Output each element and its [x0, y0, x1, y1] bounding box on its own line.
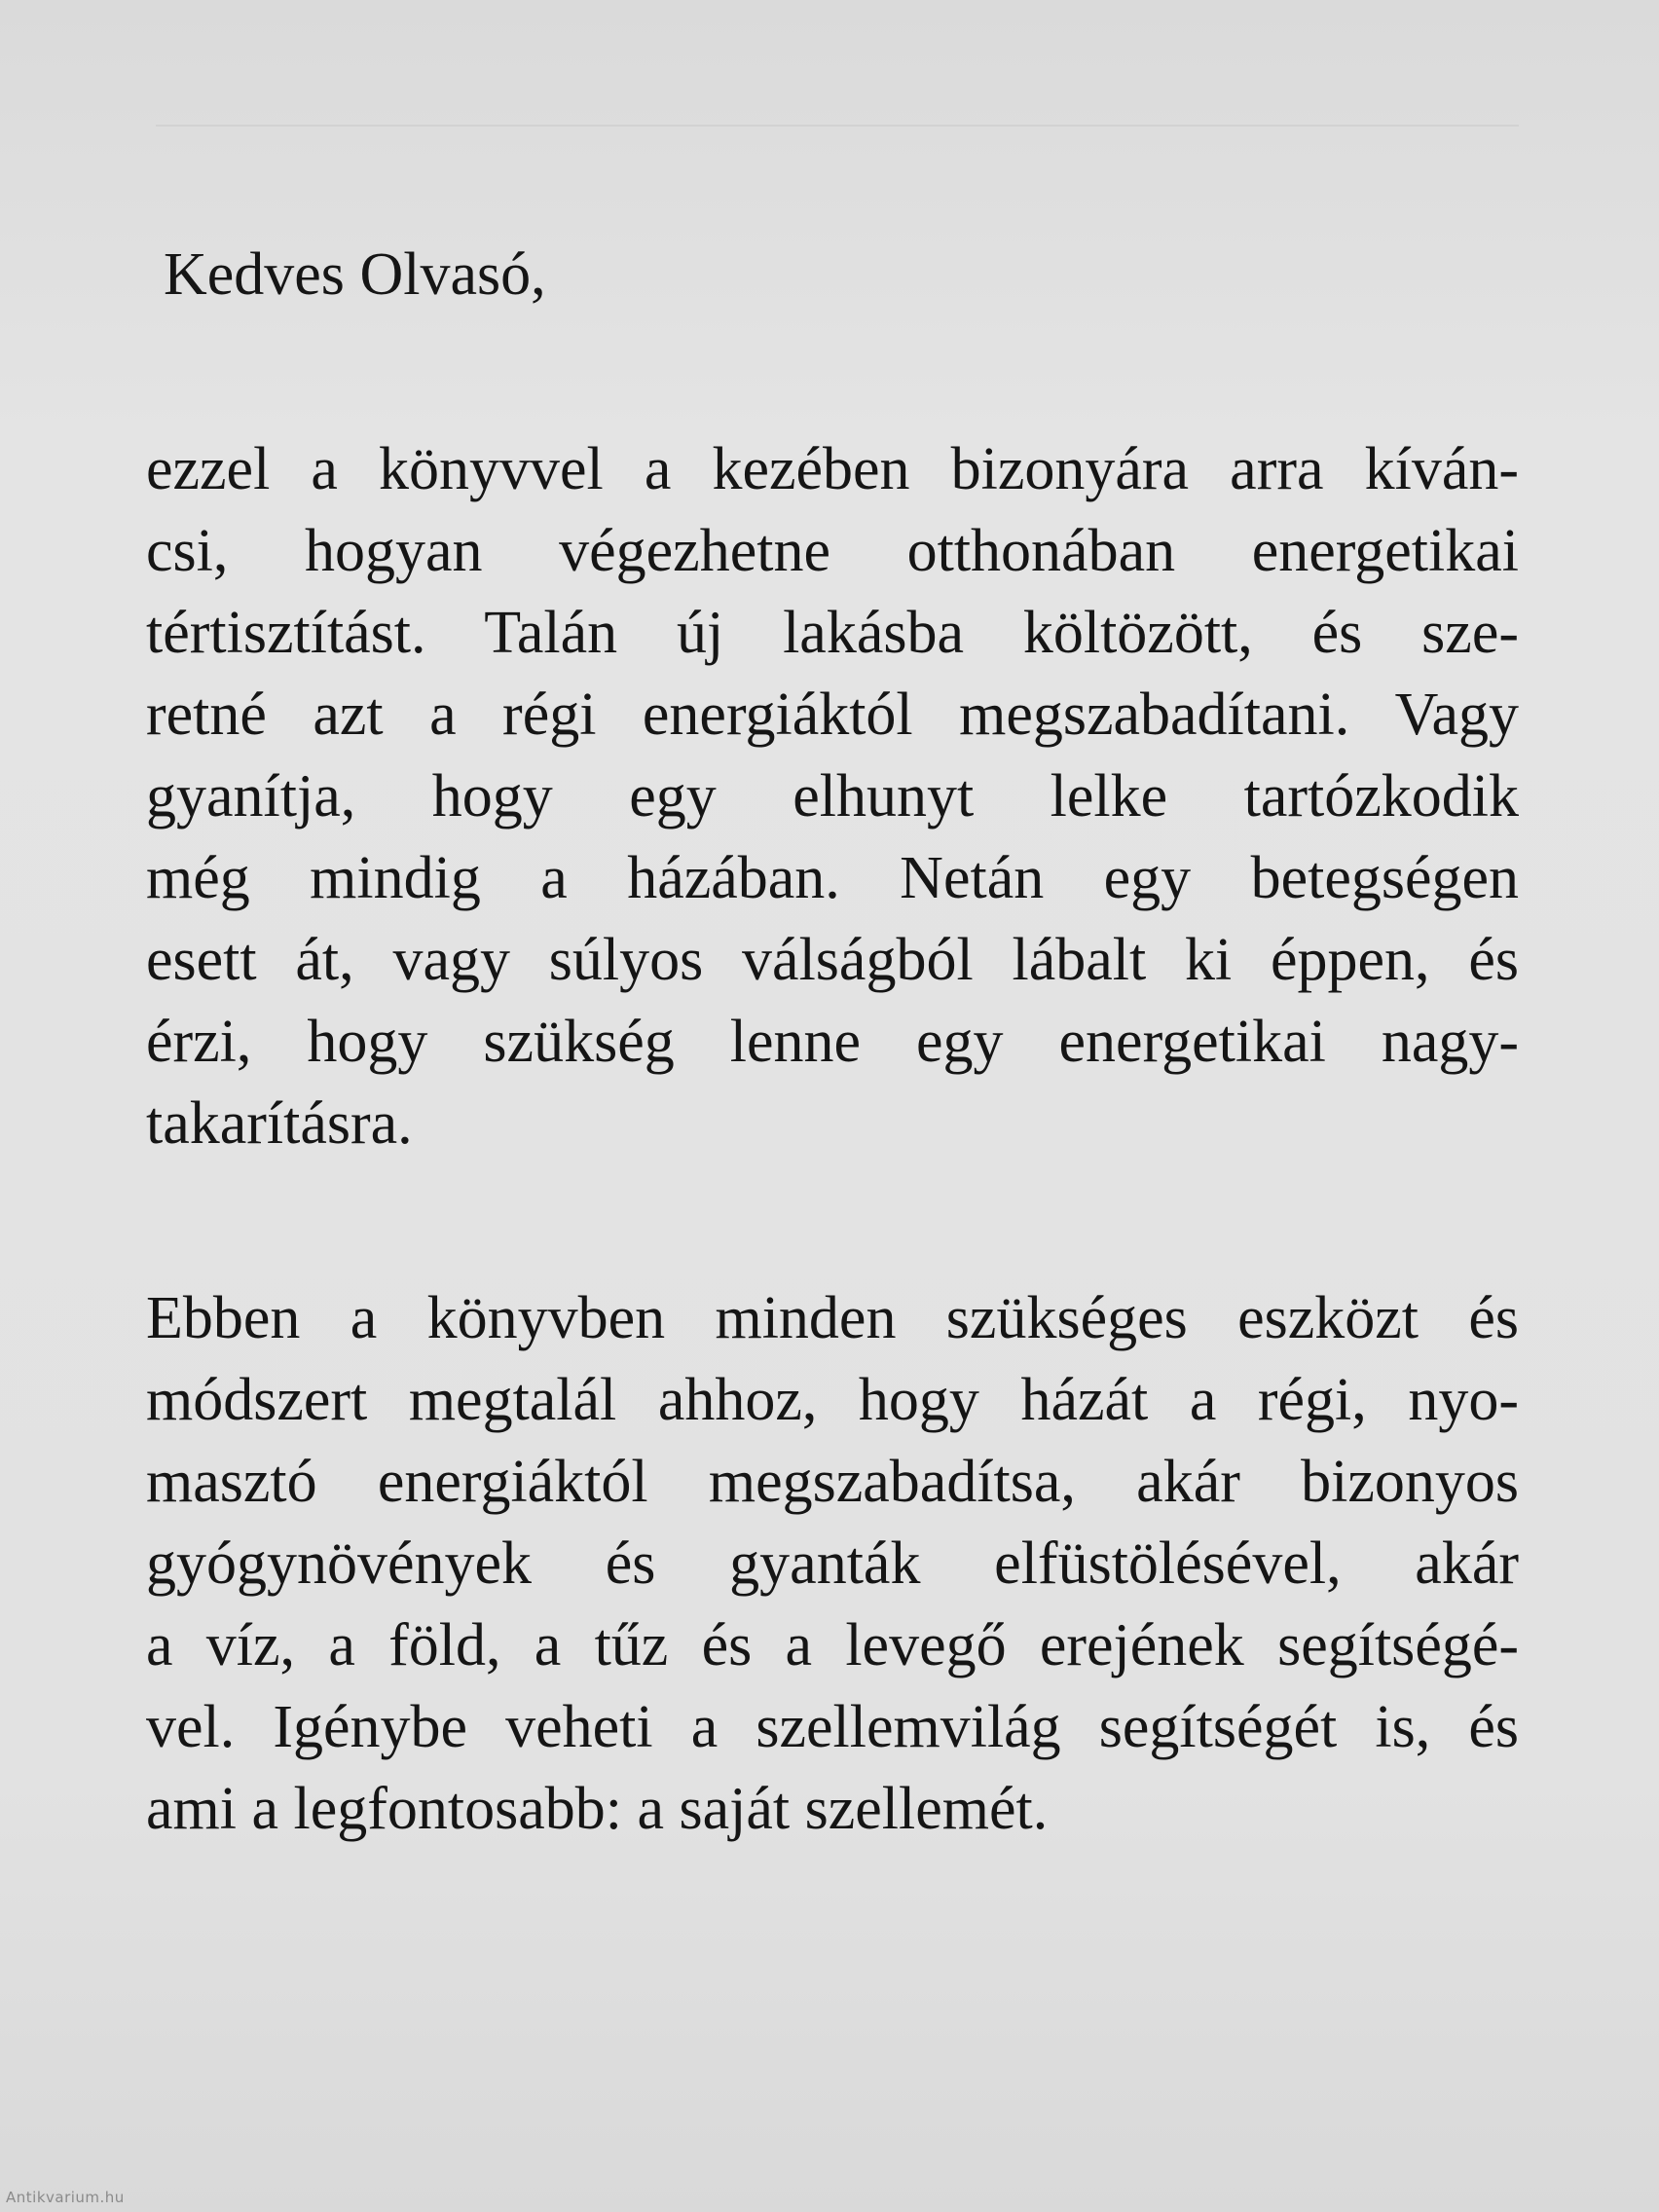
watermark: Antikvarium.hu [6, 2189, 125, 2206]
text-line: tértisztítást. Talán új lakásba költözött, és sze- [146, 600, 1519, 666]
paragraph-2 [146, 1277, 1519, 1850]
header-rule [156, 125, 1519, 127]
text-line: módszert megtalál ahhoz, hogy házát a régi, nyo- [146, 1367, 1519, 1433]
text-line: takarításra. [146, 1090, 413, 1157]
text-line: érzi, hogy szükség lenne egy energetikai nagy- [146, 1009, 1519, 1075]
text-line: retné azt a régi energiáktól megszabadítani. Vagy [146, 682, 1519, 748]
text-line: esett át, vagy súlyos válságból lábalt ki éppen, és [146, 927, 1519, 993]
text-line: gyógynövények és gyanták elfüstölésével, akár [146, 1530, 1519, 1597]
text-line: csi, hogyan végezhetne otthonában energetikai [146, 518, 1519, 584]
text-line: még mindig a házában. Netán egy betegségen [146, 845, 1519, 911]
paragraph-1 [146, 428, 1519, 1164]
text-line: masztó energiáktól megszabadítsa, akár bizonyos [146, 1449, 1519, 1515]
page-text [146, 234, 1519, 1963]
text-line: ezzel a könyvvel a kezében bizonyára arra kíván- [146, 436, 1519, 502]
text-line: a víz, a föld, a tűz és a levegő erejének segítségé- [146, 1612, 1519, 1678]
text-line: vel. Igénybe veheti a szellemvilág segítségét is, és [146, 1694, 1519, 1760]
greeting: Kedves Olvasó, [164, 241, 546, 308]
text-line: gyanítja, hogy egy elhunyt lelke tartózkodik [146, 763, 1519, 830]
text-line: Ebben a könyvben minden szükséges eszközt és [146, 1285, 1519, 1351]
text-line: ami a legfontosabb: a saját szellemét. [146, 1776, 1049, 1842]
